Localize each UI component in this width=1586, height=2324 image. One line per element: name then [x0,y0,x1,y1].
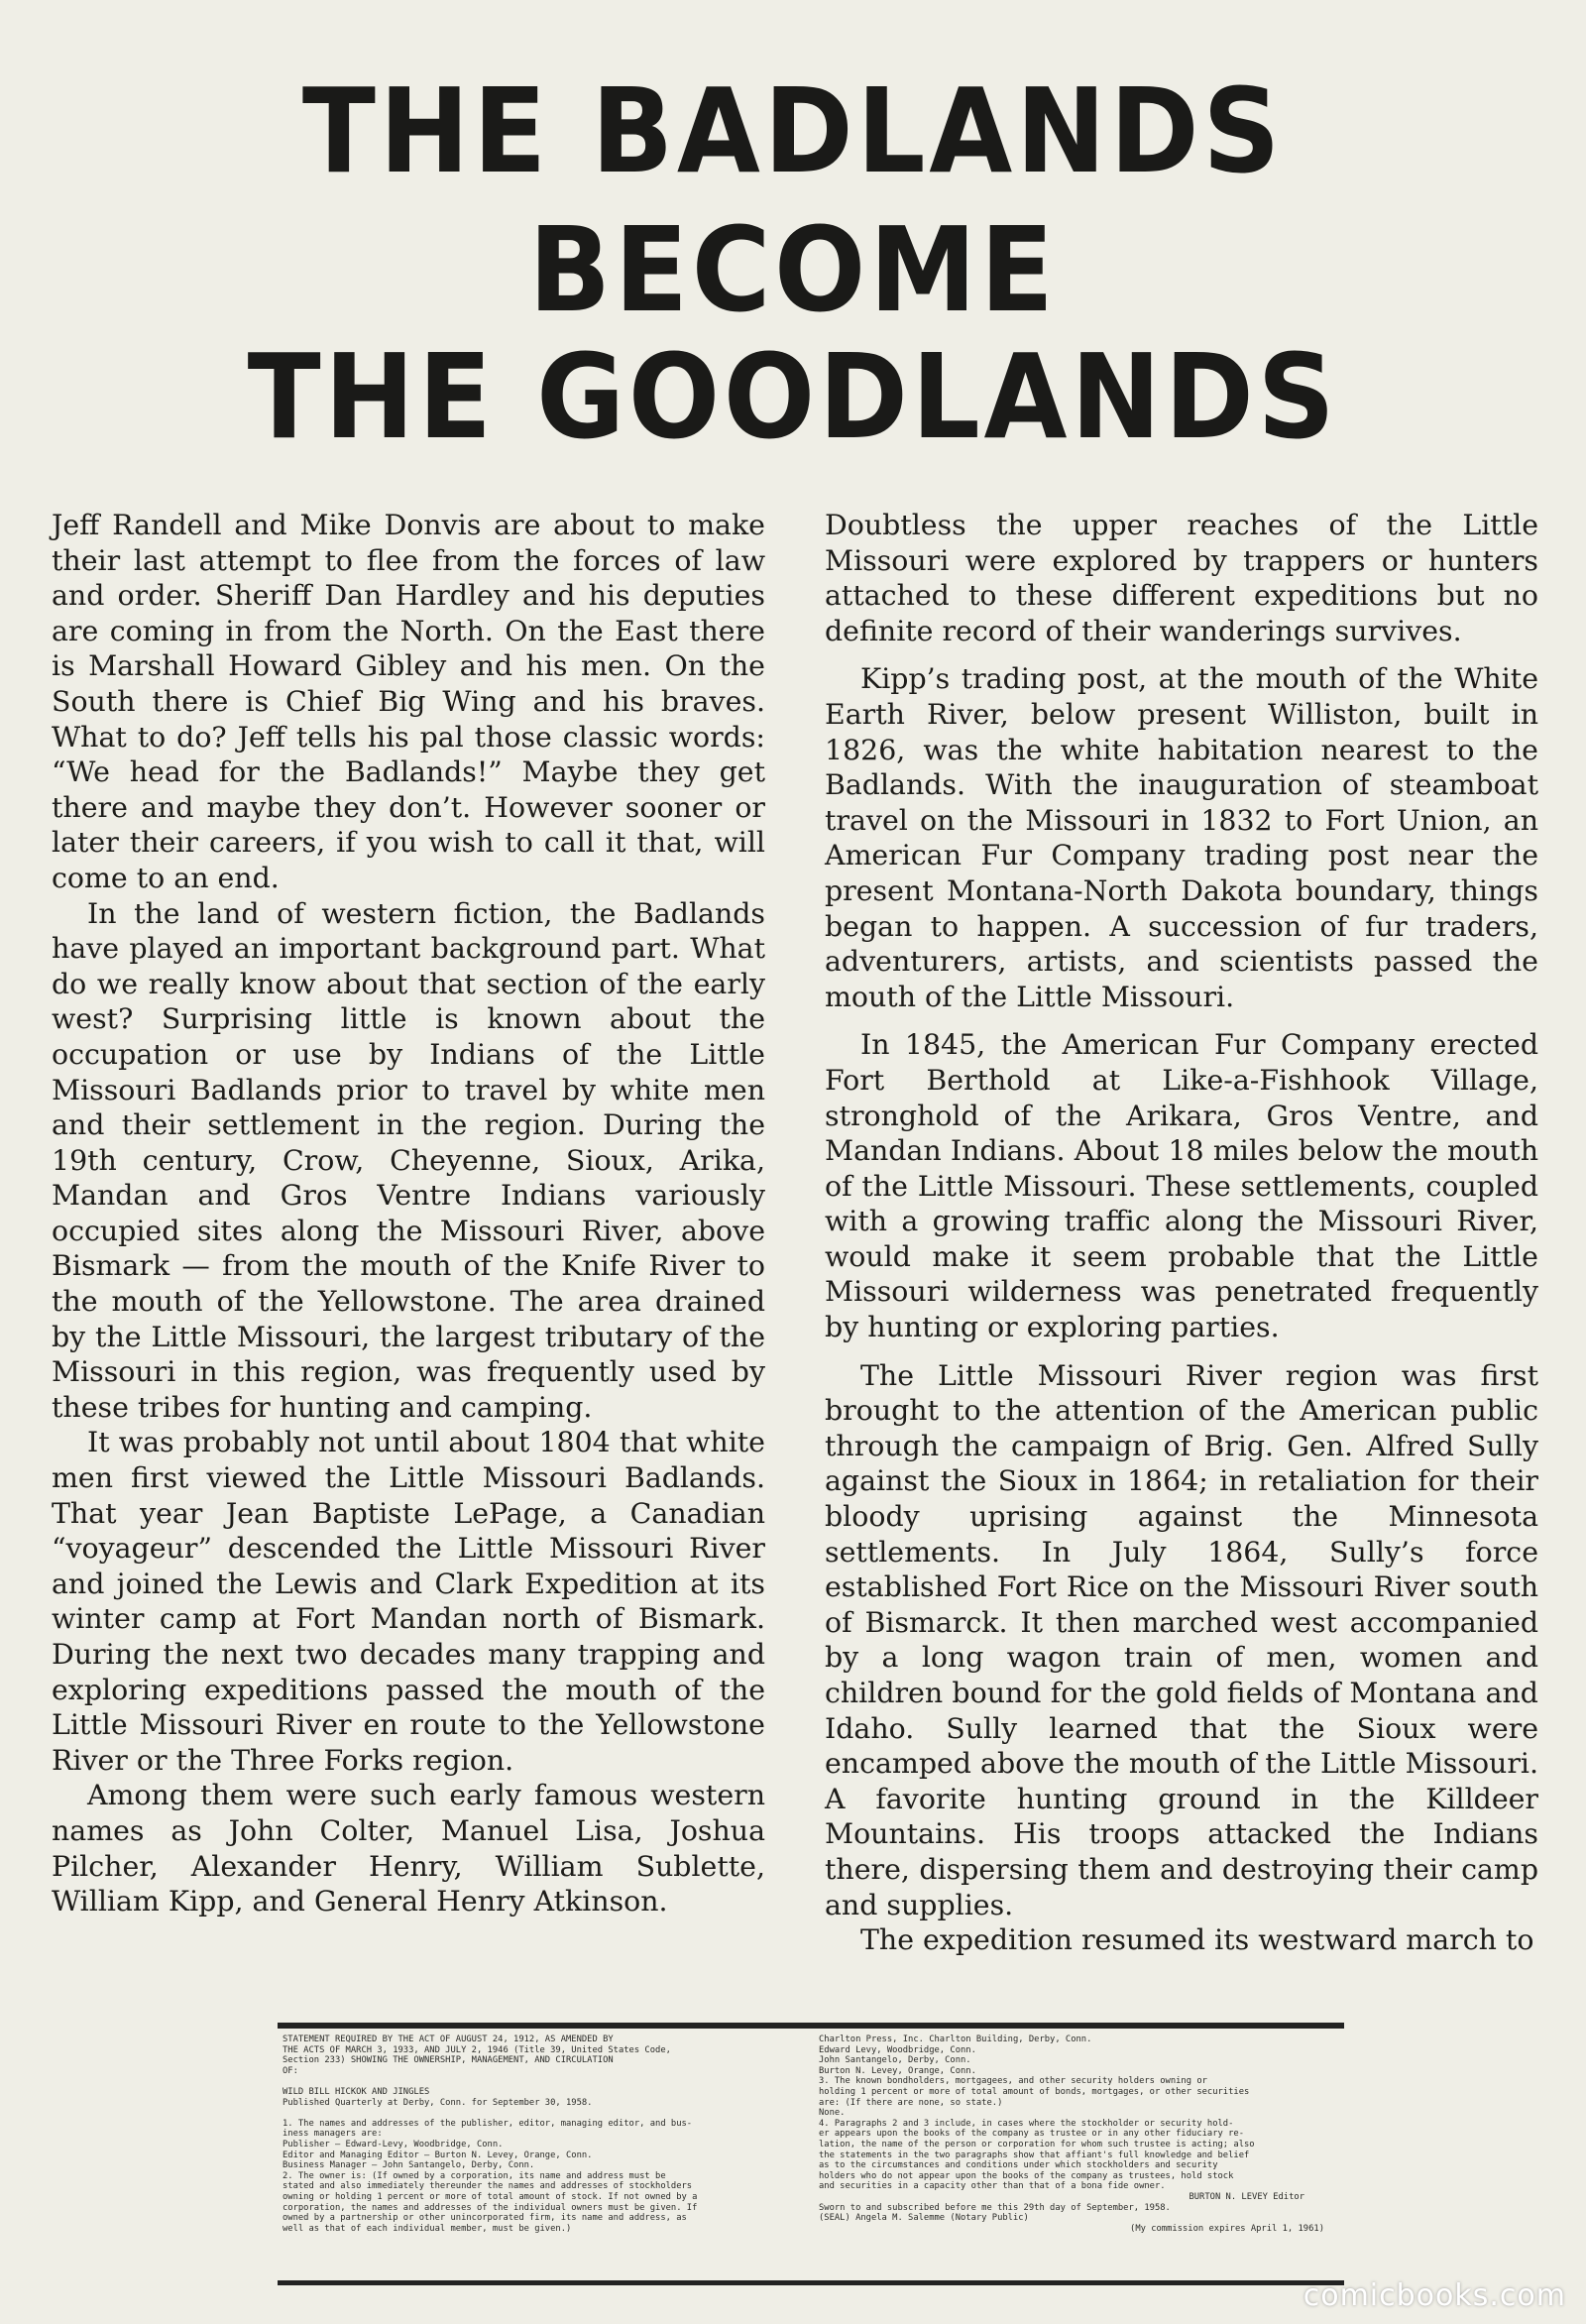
statement-line: 3. The known bondholders, mortgagees, and other security holders owning or [819,2076,1207,2087]
statement-line: owning or holding 1 percent or more of total amount of stock. If not owned by a [283,2191,698,2202]
article-paragraph: Among them were such early famous western names as John Colter, Manuel Lisa, Joshua Pilcher, Alexander Henry, William Sublette, William Kipp, and General Henry Atkinson. [52,1779,765,1918]
statement-line: Published Quarterly at Derby, Conn. for September 30, 1958. [283,2097,593,2108]
article-paragraph: In 1845, the American Fur Company erected Fort Berthold at Like-a-Fishhook Village, stronghold of the Arikara, Gros Ventre, and Mandan Indians. About 18 miles below the mouth of the Little Missouri. These settlements, coupled with a growing traffic along the Missouri River, would make it seem probable that the Little Missouri wilderness was penetrated frequently by hunting or exploring parties. [825,1028,1538,1344]
headline-line-1: THE BADLANDS BECOME [301,62,1285,338]
statement-line: Business Manager — John Santangelo, Derby, Conn. [283,2160,535,2171]
statement-line: Publisher — Edward-Levy, Woodbridge, Conn. [283,2139,504,2150]
statement-line: 1. The names and addresses of the publisher, editor, managing editor, and bus- [283,2118,693,2129]
statement-line: and securities in a capacity other than that of a bona fide owner. [819,2181,1166,2192]
headline-line-2: THE GOODLANDS [247,328,1339,465]
statement-line: Charlton Press, Inc. Charlton Building, Derby, Conn. [819,2034,1092,2044]
statement-line: Editor and Managing Editor — Burton N. Levey, Orange, Conn. [283,2150,593,2160]
statement-line: er appears upon the books of the company as trustee or in any other fiduciary re- [819,2129,1244,2140]
statement-bottom-rule [278,2280,1344,2285]
statement-line: Burton N. Levey, Orange, Conn. [819,2065,976,2076]
watermark-text: comicbooks.com [1303,2278,1566,2313]
statement-line: the statements in the two paragraphs show that affiant's full knowledge and belief [819,2150,1250,2160]
article-column-right [825,508,1538,1958]
statement-line: holding 1 percent or more of total amount of bonds, mortgages, or other securities [819,2086,1250,2097]
statement-line: holders who do not appear upon the books of the company as trustees, hold stock [819,2170,1234,2181]
article-paragraph: Jeff Randell and Mike Donvis are about to make their last attempt to flee from the forces of law and order. Sheriff Dan Hardley and his deputies are coming in from the North. On the East there is Marshall Howard Gibley and his men. On the South there is Chief Big Wing and his braves. What to do? Jeff tells his pal those classic words: “We head for the Badlands!” Maybe they get there and maybe they don’t. However sooner or later their careers, if you wish to call it that, will come to an end. [52,509,765,894]
statement-line: John Santangelo, Derby, Conn. [819,2055,971,2066]
statement-line: OF: [283,2065,298,2076]
article-paragraph: The expedition resumed its westward march to [860,1923,1534,1957]
article-paragraph: Doubtless the upper reaches of the Little Missouri were explored by trappers or hunters attached to these different expeditions but no definite record of their wanderings survives. [825,509,1538,647]
statement-line: well as that of each individual member, must be given.) [283,2223,572,2234]
statement-line: are: (If there are none, so state.) [819,2097,1003,2108]
statement-line: BURTON N. LEVEY Editor [1189,2191,1304,2202]
statement-line: 4. Paragraphs 2 and 3 include, in cases where the stockholder or security hold- [819,2118,1234,2129]
article-paragraph: The Little Missouri River region was first brought to the attention of the American public through the campaign of Brig. Gen. Alfred Sully against the Sioux in 1864; in retaliation for their bloody uprising against the Minnesota settlements. In July 1864, Sully’s force established Fort Rice on the Missouri River south of Bismarck. It then marched west accompanied by a long wagon train of men, women and children bound for the gold fields of Montana and Idaho. Sully learned that the Sioux were encamped above the mouth of the Little Missouri. A favorite hunting ground in the Killdeer Mountains. His troops attacked the Indians there, dispersing them and destroying their camp and supplies. [825,1358,1538,1921]
article-paragraph: In the land of western fiction, the Badlands have played an important background part. What do we really know about that section of the early west? Surprising little is known about the occupation or use by Indians of the Little Missouri Badlands prior to travel by white men and their settlement in the region. During the 19th century, Crow, Cheyenne, Sioux, Arika, Mandan and Gros Ventre Indians variously occupied sites along the Missouri River, above Bismark — from the mouth of the Knife River to the mouth of the Yellowstone. The area drained by the Little Missouri, the largest tributary of the Missouri in this region, was frequently used by these tribes for hunting and camping. [52,896,765,1424]
statement-line: lation, the name of the person or corporation for whom such trustee is acting; also [819,2139,1255,2150]
statement-line: corporation, the names and addresses of the individual owners must be given. If [283,2202,698,2213]
statement-line: WILD BILL HICKOK AND JINGLES [283,2086,430,2097]
article-paragraph: Kipp’s trading post, at the mouth of the White Earth River, below present Williston, built in 1826, was the white habitation nearest to the Badlands. With the inauguration of steamboat travel on the Missouri in 1832 to Fort Union, an American Fur Company trading post near the present Montana-North Dakota boundary, things began to happen. A succession of fur traders, adventurers, artists, and scientists passed the mouth of the Little Missouri. [825,662,1538,1013]
statement-line: (My commission expires April 1, 1961) [1130,2223,1324,2234]
statement-line: as to the circumstances and conditions under which stockholders and security [819,2160,1218,2171]
statement-line: Edward Levy, Woodbridge, Conn. [819,2044,976,2055]
statement-line: Section 233) SHOWING THE OWNERSHIP, MANAGEMENT, AND CIRCULATION [283,2055,614,2066]
statement-line: Sworn to and subscribed before me this 29th day of September, 1958. [819,2202,1171,2213]
article-paragraph: It was probably not until about 1804 that white men first viewed the Little Missouri Badlands. That year Jean Baptiste LePage, a Canadian “voyageur” descended the Little Missouri River and joined the Lewis and Clark Expedition at its winter camp at Fort Mandan north of Bismark. During the next two decades many trapping and exploring expeditions passed the mouth of the Little Missouri River en route to the Yellowstone River or the Three Forks region. [52,1426,765,1777]
statement-line: stated and also immediately thereunder the names and addresses of stockholders [283,2181,693,2192]
article-column-left [52,508,765,1919]
statement-top-rule [278,2023,1344,2029]
statement-line: None. [819,2108,846,2119]
statement-line: 2. The owner is: (If owned by a corporation, its name and address must be [283,2170,666,2181]
statement-line: STATEMENT REQUIRED BY THE ACT OF AUGUST 24, 1912, AS AMENDED BY [283,2034,614,2044]
statement-line: THE ACTS OF MARCH 3, 1933, AND JULY 2, 1946 (Title 39, United States Code, [283,2044,671,2055]
statement-line [283,2076,808,2087]
ownership-statement-right [819,2034,1344,2234]
statement-line [283,2108,808,2119]
statement-line: (SEAL) Angela M. Salemme (Notary Public) [819,2213,1029,2224]
statement-line: iness managers are: [283,2129,383,2140]
statement-line: owned by a partnership or other unincorporated firm, its name and address, as [283,2213,687,2224]
ownership-statement-left [283,2034,808,2234]
